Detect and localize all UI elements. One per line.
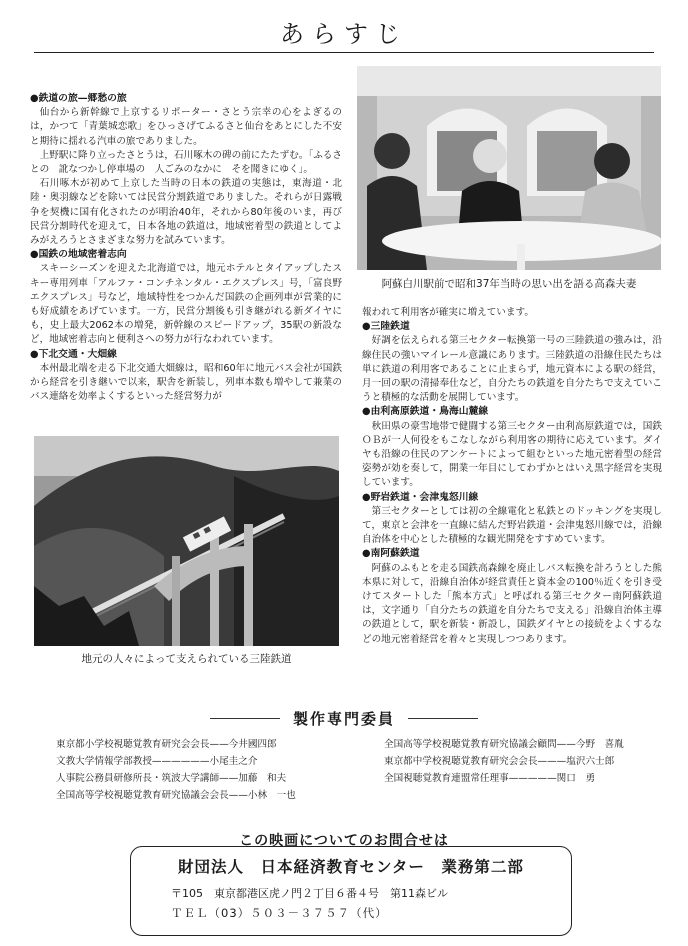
paragraph: 好調を伝えられる第三セクター転換第一号の三陸鉄道の強みは，沿線住民の強いマイレール意識にあります。三陸鉄道の沿線住民たちは単に鉄道の利用客であることに止まらず，地元資本による駅の経営，月一回の駅の清掃奉仕など，自分たちの鉄道を自分たちで支えていこうと積極的な活動を展開しています。 [362, 335, 662, 404]
address: 〒105 東京都港区虎ノ門２丁目６番４号 第11森ビル [171, 887, 448, 900]
section-heading: ● 三陸鉄道 [362, 320, 662, 334]
couple-photo-caption: 阿蘇白川駅前で昭和37年当時の思い出を語る高森夫妻 [381, 278, 637, 290]
committee-member: 全国視聴覚教育連盟常任理事—————関口 勇 [384, 773, 596, 784]
committee-member: 人事院公務員研修所長・筑波大学講師——加藤 和夫 [56, 773, 287, 784]
page-title: あらすじ [280, 20, 408, 48]
couple-photo-illustration [357, 66, 661, 270]
committee-rule-right [408, 718, 478, 719]
section-heading: ● 国鉄の地域密着志向 [30, 248, 342, 262]
committee-member: 東京都中学校視聴覚教育研究会会長———塩沢六士郎 [384, 756, 615, 767]
contact-title: この映画についてのお問合せは [239, 833, 449, 849]
committee-title: 製作専門委員 [292, 710, 395, 728]
section-heading: ● 由利高原鉄道・鳥海山麓線 [362, 405, 662, 419]
contact-box [130, 846, 572, 936]
bridge-photo-illustration [34, 436, 339, 646]
paragraph: 仙台から新幹線で上京するリポーター・さとう宗幸の心をよぎるのは，かつて「青葉城恋歌」をひっさげてふるさと仙台をあとにした不安と期待に揺れる汽車の旅でありました。 [30, 107, 342, 147]
section-heading: ● 南阿蘇鉄道 [362, 547, 662, 561]
paragraph: 第三セクターとしては初の全線電化と私鉄とのドッキングを実現して，東京と会津を一直線に結んだ野岩鉄道・会津鬼怒川線では，沿線自治体を中心とした積極的な観光開発をすすめています。 [362, 505, 662, 546]
paragraph: 上野駅に降り立ったさとうは，石川啄木の碑の前にたたずむ。「ふるさとの 訛なつかし停車場の 人ごみのなかに そを聞きにゆく」。 [30, 149, 342, 176]
section-heading: ● 鉄道の旅—郷愁の旅 [30, 92, 342, 106]
committee-list-right [384, 736, 624, 787]
phone-number: ＴＥＬ（03）５０３－３７５７（代） [171, 906, 388, 920]
couple-photo [357, 66, 661, 270]
committee-member: 全国高等学校視聴覚教育研究協議会顧問——今野 喜胤 [384, 739, 624, 750]
committee-member: 全国高等学校視聴覚教育研究協議会会長——小林 一也 [56, 790, 296, 801]
paragraph: 本州最北端を走る下北交通大畑線は，昭和60年に地元バス会社が国鉄から経営を引き継いで以来，駅舎を新装し，列車本数も増やして兼業のバス連絡を効率よくするといった経営努力が [30, 362, 342, 403]
paragraph: スキーシーズンを迎えた北海道では，地元ホテルとタイアップしたスキー専用列車「アルファ・コンチネンタル・エクスプレス」号，「富良野エクスプレス」号など，地域特性をつかんだ国鉄の企画列車が営業的にも好成績をあげています。一方，民営分割後も引き継がれる新ダイヤにも，史上最大2062本の増発，新幹線のスピードアップ，35駅の新設など，地域密着志向と便利さへの努力が行なわれています。 [30, 263, 342, 346]
paragraph: 秋田県の豪雪地帯で健闘する第三セクター由利高原鉄道では，国鉄ＯＢが一人何役をもこなしながら利用客の期待に応えています。ダイヤも沿線の住民のアンケートによって組むといった地元密着型の経営姿勢が効を奏して，開業一年目にしてわずかとはいえ黒字経営を実現しています。 [362, 420, 662, 489]
section-heading: ● 下北交通・大畑線 [30, 348, 342, 362]
committee-member: 文教大学情報学部教授——————小尾圭之介 [56, 756, 258, 767]
committee-member: 東京都小学校視聴覚教育研究会会長——今井國四郎 [56, 739, 277, 750]
bridge-photo-caption: 地元の人々によって支えられている三陸鉄道 [81, 653, 292, 665]
paragraph: 報われて利用客が確実に増えています。 [362, 307, 534, 318]
bridge-photo [34, 436, 339, 646]
section-heading: ● 野岩鉄道・会津鬼怒川線 [362, 491, 662, 505]
paragraph: 阿蘇のふもとを走る国鉄高森線を廃止しバス転換を計ろうとした熊本県に対して，沿線自治体が経営責任と資本金の100％近くを引き受けてスタートした「熊本方式」と呼ばれる第三セクター南阿蘇鉄道は，文字通り「自分たちの鉄道を自分たちで支える」沿線自治体主導の鉄道として，駅を新装・新設し，国鉄ダイヤとの接続をよくするなどの地元密着経営を着々と実現しつつあります。 [362, 562, 662, 645]
committee-list-left [56, 736, 296, 804]
organization-name: 財団法人 日本経済教育センター 業務第二部 [178, 858, 524, 876]
title-rule [34, 52, 654, 53]
right-column [362, 306, 662, 647]
paragraph: 石川啄木が初めて上京した当時の日本の鉄道の実態は，東海道・北陸・奥羽線などを除いては民営分割鉄道でありました。それらが日露戦争を契機に国有化されたのが明治40年，それから80年後のいま，再び民営分割時代を迎えて，日本各地の鉄道は，地域密着型の鉄道としてよみがえろうとさまざまな努力を試みています。 [30, 178, 342, 247]
left-column [30, 92, 342, 404]
